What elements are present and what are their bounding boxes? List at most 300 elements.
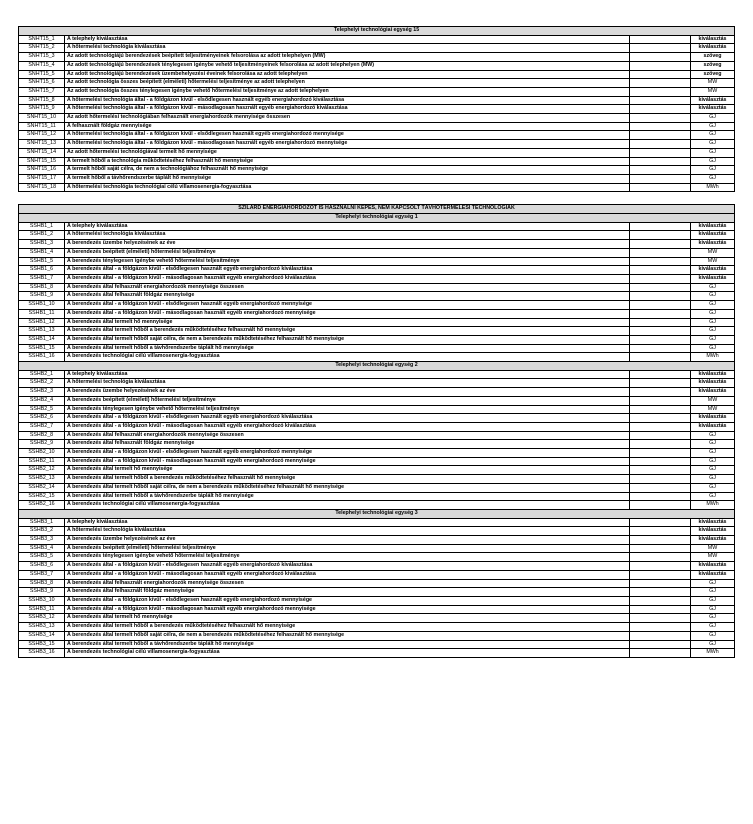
value-input-cell[interactable] xyxy=(630,457,691,466)
value-input-cell[interactable] xyxy=(630,370,691,379)
value-input-cell[interactable] xyxy=(630,96,691,105)
value-input-cell[interactable] xyxy=(630,379,691,388)
table-row xyxy=(19,422,735,431)
table-row xyxy=(19,475,735,484)
row-unit: MWh xyxy=(691,183,735,192)
row-unit: GJ xyxy=(691,492,735,501)
row-code: SNHT15_5 xyxy=(19,70,65,79)
value-input-cell[interactable] xyxy=(630,422,691,431)
table-row xyxy=(19,579,735,588)
row-description: A berendezés által felhasznált földgáz mennyisége xyxy=(65,292,630,301)
row-description: A berendezés által - a földgázon kívül - elsődlegesen használt egyéb energiahordozó mennyisége xyxy=(65,301,630,310)
table-row xyxy=(19,631,735,640)
value-input-cell[interactable] xyxy=(630,53,691,62)
row-code: SNHT15_9 xyxy=(19,105,65,114)
table-row xyxy=(19,79,735,88)
group-title: Telephelyi technológiai egység 2 xyxy=(19,362,735,371)
value-input-cell[interactable] xyxy=(630,588,691,597)
value-input-cell[interactable] xyxy=(630,274,691,283)
group-title: Telephelyi technológiai egység 1 xyxy=(19,214,735,223)
table-row xyxy=(19,501,735,510)
row-description: A telephely kiválasztása xyxy=(65,222,630,231)
table-row xyxy=(19,614,735,623)
table-row xyxy=(19,327,735,336)
row-description: A hőtermelési technológia kiválasztása xyxy=(65,379,630,388)
row-description: A berendezés által termelt hő mennyisége xyxy=(65,318,630,327)
table-row xyxy=(19,492,735,501)
row-description: A berendezés üzembe helyezésének az éve xyxy=(65,388,630,397)
table-row xyxy=(19,527,735,536)
value-input-cell[interactable] xyxy=(630,518,691,527)
row-code: SNHT15_12 xyxy=(19,131,65,140)
table-row xyxy=(19,518,735,527)
value-input-cell[interactable] xyxy=(630,527,691,536)
row-code: SSHB1_16 xyxy=(19,353,65,362)
row-code: SNHT15_10 xyxy=(19,114,65,123)
value-input-cell[interactable] xyxy=(630,614,691,623)
value-input-cell[interactable] xyxy=(630,35,691,44)
row-code: SSHB1_3 xyxy=(19,240,65,249)
section-title: SZILÁRD ENERGIAHORDOZÓT IS HASZNÁLNI KÉPES, NEM KAPCSOLT TÁVHŐTERMELÉSI TECHNOLÓGIÁK xyxy=(19,205,735,214)
row-description: A berendezés által - a földgázon kívül - másodlagosan használt egyéb energiahordozó mennyisége xyxy=(65,309,630,318)
table-row xyxy=(19,96,735,105)
row-description: A berendezés által felhasznált energiahordozók mennyisége összesen xyxy=(65,283,630,292)
value-input-cell[interactable] xyxy=(630,174,691,183)
row-unit: GJ xyxy=(691,631,735,640)
value-input-cell[interactable] xyxy=(630,309,691,318)
row-unit: kiválasztás xyxy=(691,536,735,545)
value-input-cell[interactable] xyxy=(630,257,691,266)
row-description: A hőtermelési technológia technológiai célú villamosenergia-fogyasztása xyxy=(65,183,630,192)
row-description: A berendezés által - a földgázon kívül - elsődlegesen használt egyéb energiahordozó mennyisége xyxy=(65,597,630,606)
row-description: A berendezés által termelt hőből saját célra, de nem a berendezés működtetéséhez felhasznált hő mennyisége xyxy=(65,631,630,640)
value-input-cell[interactable] xyxy=(630,222,691,231)
value-input-cell[interactable] xyxy=(630,301,691,310)
row-description: A berendezés által termelt hőből a távhőrendszerbe táplált hő mennyisége xyxy=(65,640,630,649)
row-description: Az adott technológiájú berendezések ténylegesen igénybe vehető teljesítményeinek felsorolása az adott telephelyen (MW) xyxy=(65,61,630,70)
value-input-cell[interactable] xyxy=(630,475,691,484)
table-row xyxy=(19,318,735,327)
row-unit: GJ xyxy=(691,122,735,131)
section-table xyxy=(18,26,735,192)
value-input-cell[interactable] xyxy=(630,79,691,88)
row-code: SSHB3_4 xyxy=(19,544,65,553)
row-unit: szöveg xyxy=(691,70,735,79)
row-description: A berendezés által termelt hőből a berendezés működtetéséhez felhasznált hő mennyisége xyxy=(65,623,630,632)
row-code: SSHB3_11 xyxy=(19,605,65,614)
row-code: SNHT15_16 xyxy=(19,166,65,175)
row-description: A berendezés által termelt hőből a távhőrendszerbe táplált hő mennyisége xyxy=(65,344,630,353)
row-description: A berendezés technológiai célú villamosenergia-fogyasztása xyxy=(65,501,630,510)
value-input-cell[interactable] xyxy=(630,327,691,336)
row-code: SNHT15_15 xyxy=(19,157,65,166)
table-row xyxy=(19,309,735,318)
row-description: A berendezés beépített (elméleti) hőtermelési teljesítménye xyxy=(65,248,630,257)
value-input-cell[interactable] xyxy=(630,87,691,96)
row-code: SNHT15_14 xyxy=(19,148,65,157)
row-description: A berendezés által felhasznált energiahordozók mennyisége összesen xyxy=(65,579,630,588)
group-title: Telephelyi technológiai egység 3 xyxy=(19,509,735,518)
value-input-cell[interactable] xyxy=(630,553,691,562)
value-input-cell[interactable] xyxy=(630,640,691,649)
row-unit: GJ xyxy=(691,148,735,157)
row-unit: GJ xyxy=(691,597,735,606)
row-code: SSHB1_8 xyxy=(19,283,65,292)
value-input-cell[interactable] xyxy=(630,114,691,123)
value-input-cell[interactable] xyxy=(630,122,691,131)
row-description: A berendezés ténylegesen igénybe vehető hőtermelési teljesítménye xyxy=(65,257,630,266)
row-unit: GJ xyxy=(691,640,735,649)
value-input-cell[interactable] xyxy=(630,440,691,449)
table-row xyxy=(19,562,735,571)
row-unit: GJ xyxy=(691,140,735,149)
row-unit: GJ xyxy=(691,440,735,449)
table-row xyxy=(19,266,735,275)
row-code: SSHB2_2 xyxy=(19,379,65,388)
row-code: SSHB2_5 xyxy=(19,405,65,414)
row-unit: GJ xyxy=(691,157,735,166)
row-description: A hőtermelési technológia által - a földgázon kívül - elsődlegesen használt egyéb energiahordozó kiválasztása xyxy=(65,96,630,105)
row-description: A berendezés technológiai célú villamosenergia-fogyasztása xyxy=(65,649,630,658)
value-input-cell[interactable] xyxy=(630,105,691,114)
value-input-cell[interactable] xyxy=(630,501,691,510)
table-row xyxy=(19,640,735,649)
table-row xyxy=(19,174,735,183)
row-description: A termelt hőből a távhőrendszerbe táplált hő mennyisége xyxy=(65,174,630,183)
value-input-cell[interactable] xyxy=(630,183,691,192)
value-input-cell[interactable] xyxy=(630,140,691,149)
table-row xyxy=(19,87,735,96)
table-row xyxy=(19,457,735,466)
row-unit: kiválasztás xyxy=(691,370,735,379)
row-unit: GJ xyxy=(691,131,735,140)
row-description: A berendezés által termelt hőből saját célra, de nem a berendezés működtetéséhez felhasznált hő mennyisége xyxy=(65,335,630,344)
row-code: SNHT15_2 xyxy=(19,44,65,53)
table-row xyxy=(19,70,735,79)
row-code: SSHB2_13 xyxy=(19,475,65,484)
row-unit: MW xyxy=(691,257,735,266)
row-code: SSHB2_12 xyxy=(19,466,65,475)
row-code: SSHB1_6 xyxy=(19,266,65,275)
value-input-cell[interactable] xyxy=(630,405,691,414)
row-description: A berendezés által - a földgázon kívül - másodlagosan használt egyéb energiahordozó kiválasztása xyxy=(65,422,630,431)
row-code: SSHB2_3 xyxy=(19,388,65,397)
row-code: SNHT15_11 xyxy=(19,122,65,131)
row-unit: GJ xyxy=(691,292,735,301)
row-unit: GJ xyxy=(691,327,735,336)
row-code: SSHB3_1 xyxy=(19,518,65,527)
row-unit: GJ xyxy=(691,457,735,466)
row-unit: MWh xyxy=(691,649,735,658)
row-unit: szöveg xyxy=(691,61,735,70)
row-unit: kiválasztás xyxy=(691,274,735,283)
row-description: A berendezés által felhasznált földgáz mennyisége xyxy=(65,440,630,449)
row-description: A berendezés által - a földgázon kívül - elsődlegesen használt egyéb energiahordozó kiválasztása xyxy=(65,562,630,571)
row-unit: szöveg xyxy=(691,53,735,62)
table-row xyxy=(19,61,735,70)
table-row xyxy=(19,414,735,423)
table-row xyxy=(19,257,735,266)
value-input-cell[interactable] xyxy=(630,414,691,423)
row-code: SSHB1_2 xyxy=(19,231,65,240)
row-unit: kiválasztás xyxy=(691,222,735,231)
row-description: Az adott technológia összes ténylegesen igénybe vehető hőtermelési teljesítménye az adott telephelyen xyxy=(65,87,630,96)
table-row xyxy=(19,588,735,597)
value-input-cell[interactable] xyxy=(630,649,691,658)
row-code: SSHB3_15 xyxy=(19,640,65,649)
table-row xyxy=(19,248,735,257)
row-code: SNHT15_1 xyxy=(19,35,65,44)
row-unit: MW xyxy=(691,248,735,257)
table-row xyxy=(19,431,735,440)
row-unit: GJ xyxy=(691,283,735,292)
value-input-cell[interactable] xyxy=(630,44,691,53)
row-code: SSHB3_7 xyxy=(19,570,65,579)
row-unit: GJ xyxy=(691,335,735,344)
value-input-cell[interactable] xyxy=(630,344,691,353)
row-code: SSHB2_6 xyxy=(19,414,65,423)
section-table xyxy=(18,204,735,658)
table-row xyxy=(19,440,735,449)
row-unit: GJ xyxy=(691,174,735,183)
table-row xyxy=(19,536,735,545)
row-description: Az adott hőtermelési technológiával termelt hő mennyisége xyxy=(65,148,630,157)
row-code: SSHB3_16 xyxy=(19,649,65,658)
value-input-cell[interactable] xyxy=(630,631,691,640)
group-header-row xyxy=(19,27,735,36)
value-input-cell[interactable] xyxy=(630,396,691,405)
table-row xyxy=(19,53,735,62)
row-unit: GJ xyxy=(691,579,735,588)
table-row xyxy=(19,553,735,562)
spreadsheet-form xyxy=(18,26,734,658)
value-input-cell[interactable] xyxy=(630,623,691,632)
row-description: A hőtermelési technológia kiválasztása xyxy=(65,44,630,53)
row-description: A berendezés által termelt hőből a távhőrendszerbe táplált hő mennyisége xyxy=(65,492,630,501)
row-description: A berendezés által felhasznált földgáz mennyisége xyxy=(65,588,630,597)
row-unit: kiválasztás xyxy=(691,379,735,388)
row-description: A berendezés technológiai célú villamosenergia-fogyasztása xyxy=(65,353,630,362)
table-row xyxy=(19,649,735,658)
value-input-cell[interactable] xyxy=(630,579,691,588)
row-unit: kiválasztás xyxy=(691,518,735,527)
row-unit: GJ xyxy=(691,309,735,318)
row-code: SSHB3_10 xyxy=(19,597,65,606)
row-unit: GJ xyxy=(691,605,735,614)
row-unit: MWh xyxy=(691,501,735,510)
row-unit: MW xyxy=(691,405,735,414)
row-description: Az adott technológia összes beépített (elméleti) hőtermelési teljesítménye az adott telephelyen xyxy=(65,79,630,88)
row-code: SSHB3_5 xyxy=(19,553,65,562)
table-row xyxy=(19,379,735,388)
row-description: A berendezés által - a földgázon kívül - másodlagosan használt egyéb energiahordozó kiválasztása xyxy=(65,274,630,283)
value-input-cell[interactable] xyxy=(630,131,691,140)
table-row xyxy=(19,222,735,231)
row-description: Az adott technológiájú berendezések üzembehelyezési éveinek felsorolása az adott telephelyen xyxy=(65,70,630,79)
row-code: SSHB2_14 xyxy=(19,483,65,492)
row-code: SSHB1_12 xyxy=(19,318,65,327)
value-input-cell[interactable] xyxy=(630,70,691,79)
value-input-cell[interactable] xyxy=(630,292,691,301)
table-row xyxy=(19,344,735,353)
value-input-cell[interactable] xyxy=(630,562,691,571)
row-description: A berendezés üzembe helyezésének az éve xyxy=(65,536,630,545)
value-input-cell[interactable] xyxy=(630,248,691,257)
value-input-cell[interactable] xyxy=(630,605,691,614)
row-unit: kiválasztás xyxy=(691,414,735,423)
row-description: A berendezés által termelt hőből a berendezés működtetéséhez felhasznált hő mennyisége xyxy=(65,475,630,484)
row-description: A berendezés beépített (elméleti) hőtermelési teljesítménye xyxy=(65,544,630,553)
row-description: A berendezés üzembe helyezésének az éve xyxy=(65,240,630,249)
row-unit: GJ xyxy=(691,344,735,353)
group-title: Telephelyi technológiai egység 15 xyxy=(19,27,735,36)
row-unit: kiválasztás xyxy=(691,44,735,53)
group-header-row xyxy=(19,362,735,371)
table-row xyxy=(19,283,735,292)
row-description: A felhasznált földgáz mennyisége xyxy=(65,122,630,131)
table-row xyxy=(19,140,735,149)
value-input-cell[interactable] xyxy=(630,449,691,458)
value-input-cell[interactable] xyxy=(630,483,691,492)
row-code: SNHT15_17 xyxy=(19,174,65,183)
table-row xyxy=(19,231,735,240)
table-row xyxy=(19,240,735,249)
row-unit: kiválasztás xyxy=(691,35,735,44)
row-unit: kiválasztás xyxy=(691,231,735,240)
row-description: Az adott technológiájú berendezések beépített teljesítményeinek felsorolása az adott telephelyen (MW) xyxy=(65,53,630,62)
row-description: A berendezés által termelt hőből saját célra, de nem a berendezés működtetéséhez felhasznált hő mennyisége xyxy=(65,483,630,492)
row-code: SSHB2_4 xyxy=(19,396,65,405)
row-unit: kiválasztás xyxy=(691,562,735,571)
value-input-cell[interactable] xyxy=(630,492,691,501)
row-code: SSHB3_3 xyxy=(19,536,65,545)
table-row xyxy=(19,597,735,606)
row-description: A berendezés által felhasznált energiahordozók mennyisége összesen xyxy=(65,431,630,440)
row-code: SSHB2_11 xyxy=(19,457,65,466)
table-row xyxy=(19,148,735,157)
value-input-cell[interactable] xyxy=(630,231,691,240)
row-code: SNHT15_7 xyxy=(19,87,65,96)
row-code: SSHB1_1 xyxy=(19,222,65,231)
row-unit: GJ xyxy=(691,431,735,440)
row-description: A berendezés által - a földgázon kívül - elsődlegesen használt egyéb energiahordozó kiválasztása xyxy=(65,414,630,423)
row-code: SSHB3_9 xyxy=(19,588,65,597)
table-row xyxy=(19,335,735,344)
row-unit: kiválasztás xyxy=(691,240,735,249)
row-description: A hőtermelési technológia által - a földgázon kívül - másodlagosan használt egyéb energiahordozó mennyisége xyxy=(65,140,630,149)
row-description: A berendezés ténylegesen igénybe vehető hőtermelési teljesítménye xyxy=(65,405,630,414)
row-code: SSHB2_10 xyxy=(19,449,65,458)
table-row xyxy=(19,449,735,458)
row-unit: MW xyxy=(691,396,735,405)
value-input-cell[interactable] xyxy=(630,148,691,157)
table-row xyxy=(19,44,735,53)
table-row xyxy=(19,131,735,140)
row-description: A berendezés által - a földgázon kívül - elsődlegesen használt egyéb energiahordozó mennyisége xyxy=(65,449,630,458)
row-unit: kiválasztás xyxy=(691,570,735,579)
row-code: SSHB3_8 xyxy=(19,579,65,588)
row-code: SSHB1_11 xyxy=(19,309,65,318)
row-unit: kiválasztás xyxy=(691,266,735,275)
table-row xyxy=(19,105,735,114)
row-code: SSHB1_13 xyxy=(19,327,65,336)
row-unit: MW xyxy=(691,87,735,96)
value-input-cell[interactable] xyxy=(630,597,691,606)
table-row xyxy=(19,301,735,310)
row-unit: GJ xyxy=(691,466,735,475)
group-header-row xyxy=(19,214,735,223)
value-input-cell[interactable] xyxy=(630,318,691,327)
row-unit: kiválasztás xyxy=(691,105,735,114)
value-input-cell[interactable] xyxy=(630,466,691,475)
value-input-cell[interactable] xyxy=(630,266,691,275)
table-row xyxy=(19,370,735,379)
row-unit: GJ xyxy=(691,449,735,458)
value-input-cell[interactable] xyxy=(630,544,691,553)
value-input-cell[interactable] xyxy=(630,570,691,579)
value-input-cell[interactable] xyxy=(630,283,691,292)
row-unit: GJ xyxy=(691,475,735,484)
row-description: A berendezés által - a földgázon kívül - elsődlegesen használt egyéb energiahordozó kiválasztása xyxy=(65,266,630,275)
value-input-cell[interactable] xyxy=(630,240,691,249)
value-input-cell[interactable] xyxy=(630,353,691,362)
row-description: A berendezés által - a földgázon kívül - másodlagosan használt egyéb energiahordozó kiválasztása xyxy=(65,570,630,579)
row-code: SSHB2_15 xyxy=(19,492,65,501)
table-row xyxy=(19,166,735,175)
row-code: SSHB2_1 xyxy=(19,370,65,379)
row-code: SSHB1_10 xyxy=(19,301,65,310)
value-input-cell[interactable] xyxy=(630,166,691,175)
table-row xyxy=(19,122,735,131)
row-description: A hőtermelési technológia kiválasztása xyxy=(65,231,630,240)
row-code: SSHB3_12 xyxy=(19,614,65,623)
table-row xyxy=(19,544,735,553)
table-row xyxy=(19,483,735,492)
table-row xyxy=(19,388,735,397)
row-code: SSHB1_5 xyxy=(19,257,65,266)
section-header-row xyxy=(19,205,735,214)
value-input-cell[interactable] xyxy=(630,388,691,397)
row-description: A termelt hőből saját célra, de nem a technológiához felhasznált hő mennyisége xyxy=(65,166,630,175)
row-code: SSHB2_8 xyxy=(19,431,65,440)
value-input-cell[interactable] xyxy=(630,157,691,166)
table-row xyxy=(19,605,735,614)
table-row xyxy=(19,405,735,414)
table-row xyxy=(19,274,735,283)
table-row xyxy=(19,114,735,123)
row-unit: GJ xyxy=(691,614,735,623)
table-row xyxy=(19,466,735,475)
row-unit: MWh xyxy=(691,353,735,362)
value-input-cell[interactable] xyxy=(630,431,691,440)
row-unit: GJ xyxy=(691,318,735,327)
value-input-cell[interactable] xyxy=(630,335,691,344)
value-input-cell[interactable] xyxy=(630,536,691,545)
section-gap xyxy=(18,192,734,204)
row-code: SNHT15_13 xyxy=(19,140,65,149)
row-unit: GJ xyxy=(691,623,735,632)
row-unit: kiválasztás xyxy=(691,96,735,105)
row-code: SNHT15_18 xyxy=(19,183,65,192)
table-row xyxy=(19,353,735,362)
row-description: A berendezés által - a földgázon kívül - másodlagosan használt egyéb energiahordozó mennyisége xyxy=(65,605,630,614)
row-unit: GJ xyxy=(691,166,735,175)
row-description: A telephely kiválasztása xyxy=(65,518,630,527)
value-input-cell[interactable] xyxy=(630,61,691,70)
row-description: A berendezés által termelt hőből a berendezés működtetéséhez felhasznált hő mennyisége xyxy=(65,327,630,336)
row-unit: kiválasztás xyxy=(691,527,735,536)
row-code: SNHT15_4 xyxy=(19,61,65,70)
